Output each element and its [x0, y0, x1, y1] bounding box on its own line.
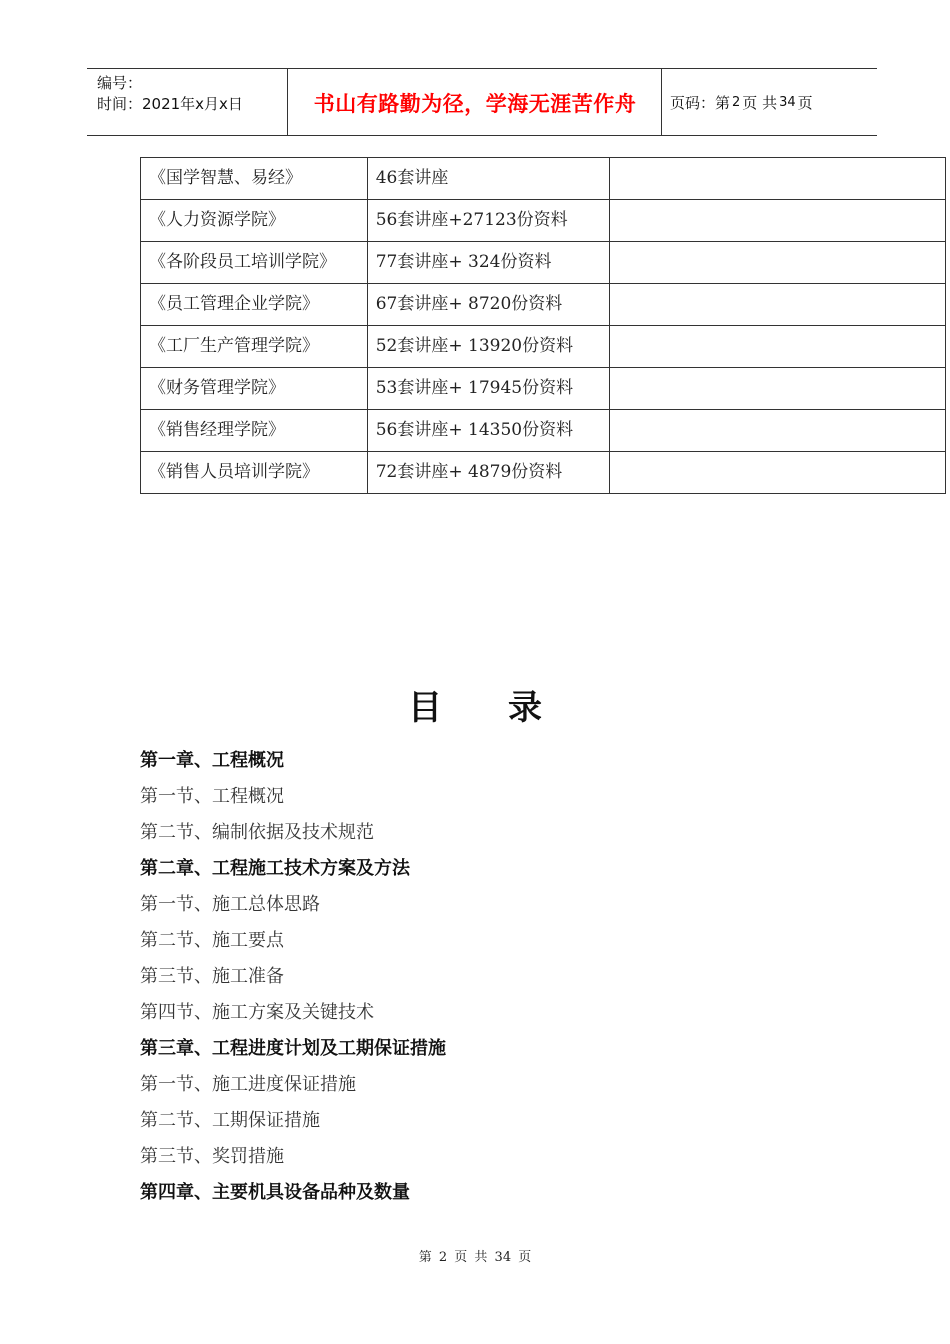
page-total: 34: [779, 95, 796, 110]
toc-chapter: 第四章、主要机具设备品种及数量: [140, 1182, 410, 1203]
college-name-cell: 《各阶段员工培训学院》: [141, 242, 368, 284]
note-cell: [610, 158, 946, 200]
college-content-cell: 52套讲座+ 13920份资料: [367, 326, 610, 368]
note-cell: [610, 368, 946, 410]
header-motto: 书山有路勤为径，学海无涯苦作舟: [313, 91, 637, 116]
table-row: [141, 200, 946, 242]
toc-section: 第一节、工程概况: [140, 786, 284, 807]
note-cell: [610, 284, 946, 326]
page-mid: 页 共: [742, 94, 778, 112]
note-cell: [610, 200, 946, 242]
toc-chapter: 第三章、工程进度计划及工期保证措施: [140, 1038, 446, 1059]
toc-section: 第二节、编制依据及技术规范: [140, 822, 374, 843]
toc-section: 第一节、施工总体思路: [140, 894, 320, 915]
college-name-cell: 《工厂生产管理学院》: [141, 326, 368, 368]
toc-chapter: 第一章、工程概况: [140, 750, 284, 771]
table-row: [141, 452, 946, 494]
note-cell: [610, 452, 946, 494]
college-content-cell: 72套讲座+ 4879份资料: [367, 452, 610, 494]
college-name-cell: 《财务管理学院》: [141, 368, 368, 410]
toc-section: 第三节、施工准备: [140, 966, 284, 987]
header-divider: [661, 69, 662, 135]
page-footer: 第 2 页 共 34 页: [418, 1250, 532, 1265]
college-content-cell: 56套讲座+ 14350份资料: [367, 410, 610, 452]
toc-chapter: 第二章、工程施工技术方案及方法: [140, 858, 410, 879]
college-content-cell: 67套讲座+ 8720份资料: [367, 284, 610, 326]
course-library-table: [140, 157, 946, 494]
header-page-number: [670, 69, 813, 136]
college-content-cell: 77套讲座+ 324份资料: [367, 242, 610, 284]
time-label: 时间：2021年x月x日: [97, 95, 243, 113]
page-current: 2: [732, 95, 741, 110]
toc-title: 目录: [408, 688, 608, 728]
table-of-contents: [140, 743, 840, 1211]
page-header: [87, 68, 877, 136]
header-meta: [97, 73, 243, 115]
toc-section: 第二节、工期保证措施: [140, 1110, 320, 1131]
table-row: [141, 158, 946, 200]
table-row: [141, 284, 946, 326]
table-row: [141, 326, 946, 368]
note-cell: [610, 410, 946, 452]
table-row: [141, 242, 946, 284]
college-content-cell: 53套讲座+ 17945份资料: [367, 368, 610, 410]
college-name-cell: 《员工管理企业学院》: [141, 284, 368, 326]
toc-section: 第四节、施工方案及关键技术: [140, 1002, 374, 1023]
page-suffix: 页: [797, 94, 813, 112]
toc-section: 第二节、施工要点: [140, 930, 284, 951]
toc-section: 第一节、施工进度保证措施: [140, 1074, 356, 1095]
college-name-cell: 《人力资源学院》: [141, 200, 368, 242]
table-row: [141, 368, 946, 410]
table-row: [141, 410, 946, 452]
note-cell: [610, 326, 946, 368]
college-content-cell: 46套讲座: [367, 158, 610, 200]
college-name-cell: 《国学智慧、易经》: [141, 158, 368, 200]
page-prefix: 页码：第: [670, 94, 731, 112]
college-content-cell: 56套讲座+27123份资料: [367, 200, 610, 242]
college-name-cell: 《销售人员培训学院》: [141, 452, 368, 494]
serial-number-label: 编号：: [97, 74, 143, 92]
college-name-cell: 《销售经理学院》: [141, 410, 368, 452]
note-cell: [610, 242, 946, 284]
toc-section: 第三节、奖罚措施: [140, 1146, 284, 1167]
